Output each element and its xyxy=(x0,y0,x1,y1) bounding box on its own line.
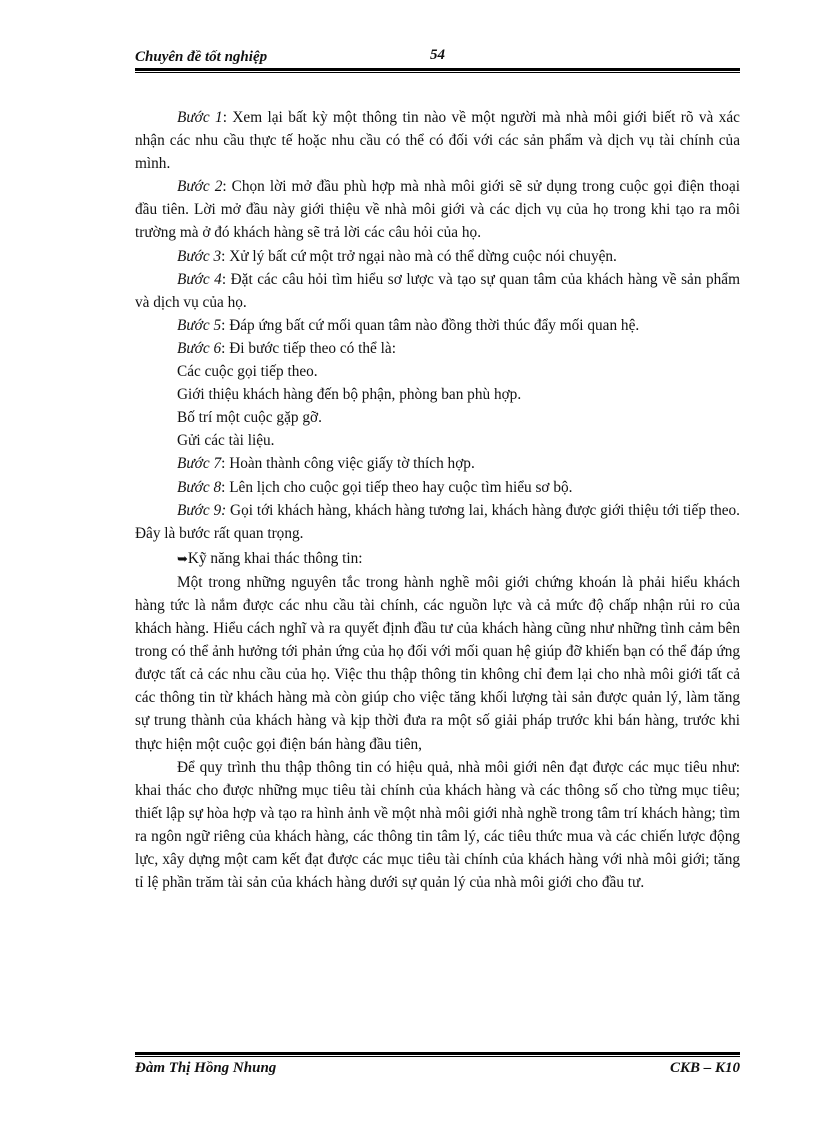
step-6-option: Các cuộc gọi tiếp theo. xyxy=(177,363,318,381)
page-number: 54 xyxy=(430,47,445,63)
step-label: Bước 9: xyxy=(177,501,227,519)
step-text: : Đặt các câu hỏi tìm hiểu sơ lược và tạo sự quan tâm của khách hàng về sản phẩm và dịch vụ của họ. xyxy=(135,270,740,311)
author-name: Đàm Thị Hồng Nhung xyxy=(135,1060,277,1076)
step-7 xyxy=(135,452,740,475)
step-label: Bước 3 xyxy=(177,247,222,265)
step-6-option: Giới thiệu khách hàng đến bộ phận, phòng ban phù hợp. xyxy=(177,386,522,404)
step-text: : Chọn lời mở đầu phù hợp mà nhà môi giới sẽ sử dụng trong cuộc gọi điện thoại đầu tiên. Lời mở đầu này giới thiệu về nhà môi giới và các dịch vụ của họ trong khi tạo ra môi trường mà ở đó khách hàng sẽ trả lời các câu hỏi của họ. xyxy=(135,178,740,242)
step-2 xyxy=(135,175,740,244)
section-heading-text: Kỹ năng khai thác thông tin: xyxy=(187,549,363,567)
step-text: : Xem lại bất kỳ một thông tin nào về một người mà nhà môi giới biết rõ và xác nhận các nhu cầu thực tế hoặc nhu cầu có thể có đối với các sản phẩm và dịch vụ tài chính của mình. xyxy=(135,109,740,173)
step-text: : Xử lý bất cứ một trở ngại nào mà có thể dừng cuộc nói chuyện. xyxy=(221,247,617,265)
step-text: Gọi tới khách hàng, khách hàng tương lai, khách hàng được giới thiệu tới tiếp theo. Đây là bước rất quan trọng. xyxy=(135,501,740,542)
page-body xyxy=(135,106,740,894)
step-label: Bước 4 xyxy=(177,270,222,288)
step-label: Bước 2 xyxy=(177,178,223,196)
step-text: : Đáp ứng bất cứ mối quan tâm nào đồng thời thúc đẩy mối quan hệ. xyxy=(221,316,640,334)
step-9 xyxy=(135,499,740,545)
step-8 xyxy=(135,476,740,499)
step-label: Bước 1 xyxy=(177,109,223,126)
step-5 xyxy=(135,314,740,337)
step-6-option: Gửi các tài liệu. xyxy=(177,432,275,450)
class-code: CKB – K10 xyxy=(669,1060,740,1076)
step-text: : Hoàn thành công việc giấy tờ thích hợp. xyxy=(221,455,475,473)
step-text: : Đi bước tiếp theo có thể là: xyxy=(221,339,396,357)
step-label: Bước 6 xyxy=(177,339,222,357)
header-rule-thin xyxy=(135,72,740,73)
footer-rule xyxy=(135,1052,740,1055)
paragraph: Một trong những nguyên tắc trong hành nghề môi giới chứng khoán là phải hiểu khách hàng tức là nắm được các nhu cầu tài chính, các nguồn lực và cả mức độ chấp nhận rủi ro của khách hàng. Hiểu cách nghĩ và ra quyết định đầu tư của khách hàng cũng như những tình cảm bên trong có thể ảnh hưởng tới phản ứng của họ đối với mối quan hệ giúp đỡ khiến bạn có thể đáp ứng được tất cả các nhu cầu của họ. Việc thu thập thông tin không chỉ đem lại cho nhà môi giới tất cả các thông tin từ khách hàng mà còn giúp cho việc tăng khối lượng tài sản được quản lý, làm tăng sự trung thành của khách hàng và kịp thời đưa ra một số giải pháp trước khi bán hàng, trước khi thực hiện một cuộc gọi điện bán hàng đầu tiên, xyxy=(135,573,740,753)
step-label: Bước 8 xyxy=(177,478,222,496)
page-footer xyxy=(135,1058,740,1080)
paragraph: Để quy trình thu thập thông tin có hiệu quả, nhà môi giới nên đạt được các mục tiêu như: khai thác cho được những mục tiêu tài chính của khách hàng và các thông số cho từng mục tiêu; thiết lập sự hòa hợp và tạo ra hình ảnh về một nhà môi giới nhà nghề trong tâm trí khách hàng; tìm ra ngôn ngữ riêng của khách hàng, các thông tin tâm lý, các tiêu thức mua và các chiến lược động lực, xây dựng một cam kết đạt được các mục tiêu tài chính của khách hàng với nhà môi giới; tăng tỉ lệ phần trăm tài sản của khách hàng dưới sự quản lý của nhà môi giới cho đầu tư. xyxy=(135,758,740,892)
arrow-bullet-icon: ➥ xyxy=(177,551,188,567)
step-4 xyxy=(135,268,740,314)
page-header xyxy=(135,46,740,68)
step-6 xyxy=(135,337,740,360)
footer-rule-thin xyxy=(135,1056,740,1057)
step-text: : Lên lịch cho cuộc gọi tiếp theo hay cuộc tìm hiểu sơ bộ. xyxy=(221,478,573,496)
document-title: Chuyên đề tốt nghiệp xyxy=(135,49,268,65)
step-6-option: Bố trí một cuộc gặp gỡ. xyxy=(177,409,322,427)
step-1 xyxy=(135,106,740,175)
step-label: Bước 5 xyxy=(177,316,222,334)
header-rule xyxy=(135,68,740,71)
step-label: Bước 7 xyxy=(177,455,222,473)
section-heading xyxy=(135,547,740,571)
step-3 xyxy=(135,245,740,268)
